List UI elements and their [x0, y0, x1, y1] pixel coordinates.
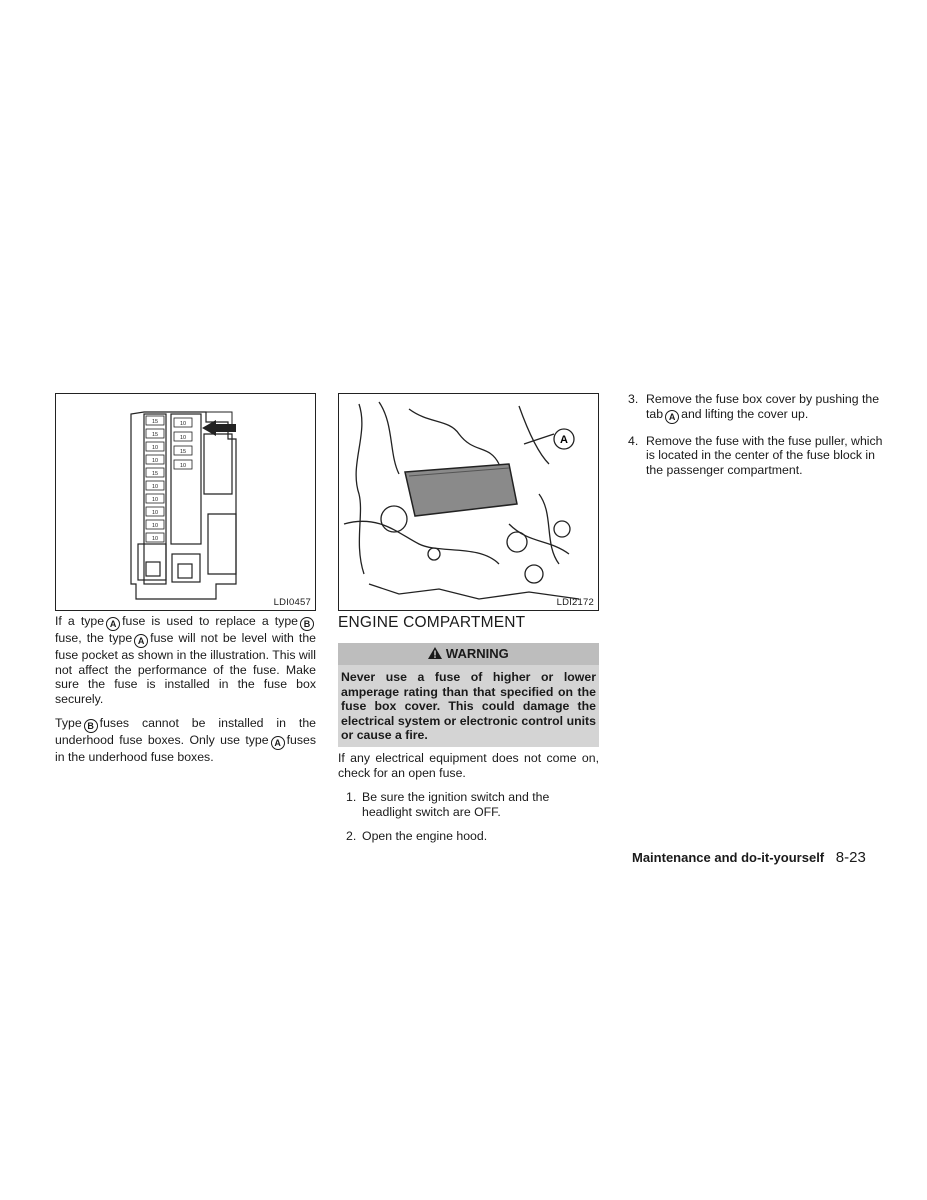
fuse-amperage-label: 10 — [151, 484, 159, 490]
fuse-block-figure — [55, 393, 316, 611]
page-number: 8-23 — [835, 849, 866, 866]
fuse-amperage-label: 10 — [151, 510, 159, 516]
fuse-amperage-label: 10 — [151, 445, 159, 451]
paragraph-fuse-type: If a type A fuse is used to replace a type Bfuse, the type A fuse will not be level with the fuse pocket as shown in the illustration. This will not affect the performance of the fuse. Make sure the fuse is installed in the fuse box securely. — [55, 614, 316, 706]
section-title: ENGINE COMPARTMENT — [338, 614, 526, 631]
fuse-amperage-label: 15 — [151, 419, 159, 425]
fuse-block-illustration — [56, 394, 315, 610]
fuse-amperage-label: 10 — [179, 435, 187, 441]
step-1: 1. Be sure the ignition switch and the headlight switch are OFF. — [346, 790, 550, 819]
footer-section: Maintenance and do-it-yourself — [632, 850, 825, 865]
badge-b: B — [300, 617, 314, 631]
middle-column — [338, 751, 599, 854]
warning-header: WARNING — [338, 643, 599, 665]
engine-compartment-illustration — [339, 394, 598, 610]
step-2: 2. Open the engine hood. — [346, 829, 488, 844]
fuse-amperage-label: 10 — [151, 536, 159, 542]
badge-b: B — [84, 719, 98, 733]
page-footer — [632, 849, 866, 866]
intro-paragraph: If any electrical equipment does not come on, check for an open fuse. — [338, 751, 599, 780]
warning-text: Never use a fuse of higher or lower amperage rating than that specified on the fuse box cover. This could damage the electrical system or electronic control units or cause a fire. — [341, 670, 596, 742]
left-column — [55, 614, 316, 775]
step-3: 3. Remove the fuse box cover by pushing the tab A and lifting the cover up. — [628, 392, 880, 422]
fuse-amperage-label: 10 — [179, 421, 187, 427]
engine-compartment-figure — [338, 393, 599, 611]
figure-caption: LDI2172 — [556, 597, 594, 608]
fuse-amperage-label: 10 — [151, 497, 159, 503]
badge-a: A — [665, 410, 679, 424]
fuse-amperage-label: 10 — [179, 463, 187, 469]
paragraph-underhood: Type B fuses cannot be installed in the underhood fuse boxes. Only use type A fuses in the underhood fuse boxes. — [55, 716, 316, 765]
fuse-amperage-label: 10 — [151, 458, 159, 464]
fuse-amperage-label: 15 — [179, 449, 187, 455]
step-4: 4. Remove the fuse with the fuse puller, which is located in the center of the fuse block in the passenger compartment. — [628, 433, 883, 477]
fuse-amperage-label: 15 — [151, 432, 159, 438]
right-column — [628, 392, 884, 487]
callout-label: A — [560, 434, 568, 446]
fuse-amperage-label: 15 — [151, 471, 159, 477]
warning-icon — [428, 647, 442, 659]
badge-a: A — [271, 736, 285, 750]
figure-caption: LDI0457 — [273, 597, 311, 608]
warning-box — [338, 643, 599, 747]
badge-a: A — [106, 617, 120, 631]
fuse-amperage-label: 10 — [151, 523, 159, 529]
badge-a: A — [134, 634, 148, 648]
